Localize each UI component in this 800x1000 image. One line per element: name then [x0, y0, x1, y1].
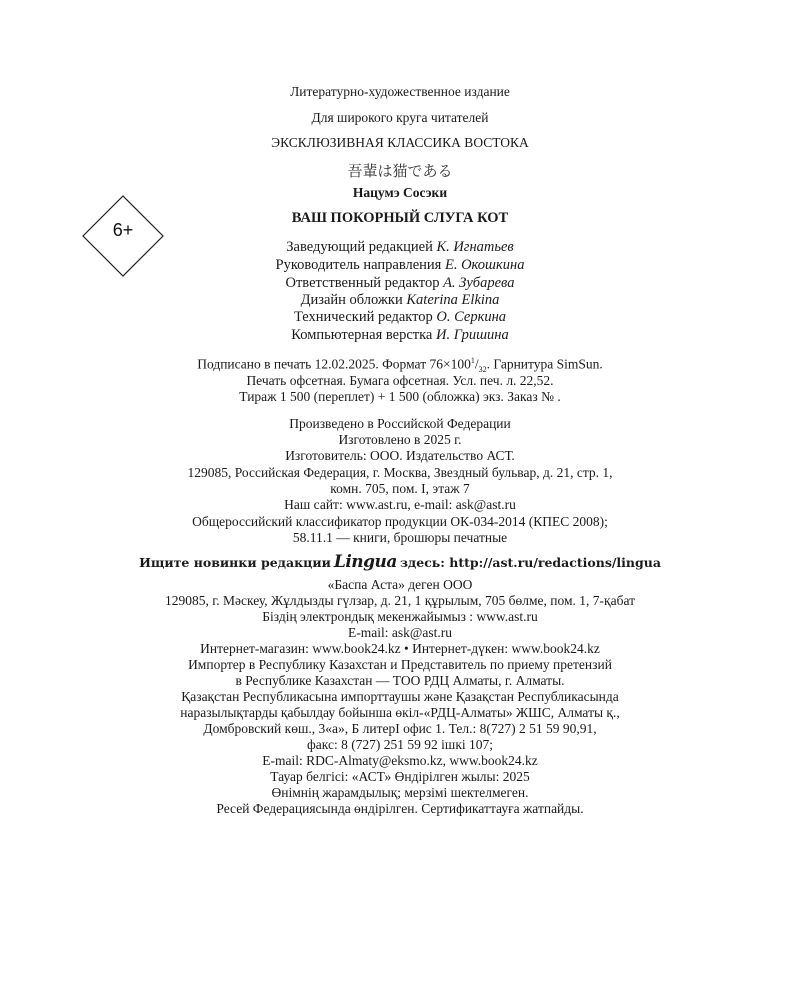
print-run-line: Тираж 1 500 (переплет) + 1 500 (обложка) экз. Заказ № .	[239, 389, 561, 404]
credit-role: Заведующий редакцией	[286, 239, 433, 255]
credit-line	[0, 327, 800, 344]
format-fraction-denominator: 32	[478, 365, 487, 375]
credit-name: А. Зубарева	[443, 275, 515, 291]
credit-name: К. Игнатьев	[436, 239, 514, 255]
production-line: Общероссийский классификатор продукции ОК-034-2014 (КПЕС 2008);	[192, 514, 608, 529]
production-line: Изготовлено в 2025 г.	[338, 432, 462, 447]
production-line: комн. 705, пом. I, этаж 7	[330, 481, 470, 496]
kazakh-line: E-mail: RDC-Almaty@eksmo.kz, www.book24.kz	[262, 753, 538, 768]
print-format-text: Подписано в печать 12.02.2025. Формат 76×100	[197, 356, 471, 372]
production-line: Произведено в Российской Федерации	[289, 416, 511, 431]
credit-name: О. Серкина	[436, 309, 507, 325]
lingua-promo-line	[0, 552, 800, 572]
kazakh-line: Қазақстан Республикасына импорттаушы және Қазақстан Республикасында	[181, 689, 619, 704]
credit-line	[0, 239, 800, 256]
age-rating-label: 6+	[112, 220, 134, 240]
kazakh-line: 129085, г. Мәскеу, Жұлдызды гүлзар, д. 21, 1 құрылым, 705 бөлме, пом. 1, 7-қабат	[164, 593, 635, 608]
kazakh-line: Тауар белгісі: «АСТ» Өндірілген жылы: 2025	[270, 769, 530, 784]
credit-role: Дизайн обложки	[300, 292, 403, 308]
credit-name: И. Гришина	[436, 327, 509, 343]
book-title: ВАШ ПОКОРНЫЙ СЛУГА КОТ	[291, 210, 509, 226]
kazakh-line: Импортер в Республику Казахстан и Представитель по приему претензий	[188, 657, 612, 672]
credit-line	[0, 275, 800, 292]
kazakh-line: Домбровский көш., 3«а», Б литерI офис 1. Тел.: 8(727) 2 51 59 90,91,	[203, 721, 597, 736]
lingua-link[interactable]: здесь: http://ast.ru/redactions/lingua	[399, 555, 661, 570]
credit-role: Ответственный редактор	[285, 275, 440, 291]
credit-role: Компьютерная верстка	[291, 327, 433, 343]
print-paper-line: Печать офсетная. Бумага офсетная. Усл. печ. л. 22,52.	[246, 373, 554, 388]
format-fraction-numerator: 1	[470, 356, 475, 365]
credit-line	[0, 309, 800, 326]
credit-name: Е. Окошкина	[444, 257, 525, 273]
series-title: ЭКСКЛЮЗИВНАЯ КЛАССИКА ВОСТОКА	[271, 135, 529, 150]
credit-line	[0, 292, 800, 309]
lingua-prefix: Ищите новинки редакции	[139, 555, 331, 570]
print-format-line: Подписано в печать 12.02.2025. Формат $76\times 100^1/_{32}$. Гарнитура SimSun.	[197, 356, 603, 375]
credit-role: Руководитель направления	[275, 257, 442, 273]
kazakh-line: Өнімнің жарамдылық; мерзімі шектелмеген.	[271, 785, 529, 800]
typeface-text: . Гарнитура SimSun.	[486, 356, 603, 372]
kazakh-line: Біздің электрондық мекенжайымыз : www.ast.ru	[262, 609, 538, 624]
credit-line	[0, 257, 800, 274]
kazakh-line: Интернет-магазин: www.book24.kz • Интернет-дүкен: www.book24.kz	[200, 641, 600, 656]
production-line: 129085, Российская Федерация, г. Москва, Звездный бульвар, д. 21, стр. 1,	[187, 465, 613, 480]
audience-note: Для широкого круга читателей	[311, 110, 489, 125]
kazakh-line: в Республике Казахстан — ТОО РДЦ Алматы, г. Алматы.	[235, 673, 565, 688]
kazakh-line: E-mail: ask@ast.ru	[348, 625, 452, 640]
credit-role: Технический редактор	[293, 309, 433, 325]
production-line: Изготовитель: ООО. Издательство АСТ.	[285, 448, 515, 463]
edition-type: Литературно-художественное издание	[290, 84, 510, 99]
author-name: Нацумэ Сосэки	[352, 185, 448, 200]
credit-name: Katerina Elkina	[406, 292, 500, 308]
kazakh-line: Ресей Федерациясында өндірілген. Сертификаттауға жатпайды.	[216, 801, 584, 816]
original-title: 吾輩は猫である	[347, 162, 453, 180]
lingua-logo: Lingua	[333, 552, 397, 572]
production-line: 58.11.1 — книги, брошюры печатные	[292, 530, 508, 545]
kazakh-line: «Баспа Аста» деген ООО	[327, 577, 473, 592]
kazakh-line: факс: 8 (727) 251 59 92 ішкі 107;	[306, 737, 494, 752]
kazakh-line: наразылықтарды қабылдау бойынша өкіл-«РДЦ-Алматы» ЖШС, Алматы қ.,	[180, 705, 620, 720]
production-line: Наш сайт: www.ast.ru, e-mail: ask@ast.ru	[284, 497, 516, 512]
